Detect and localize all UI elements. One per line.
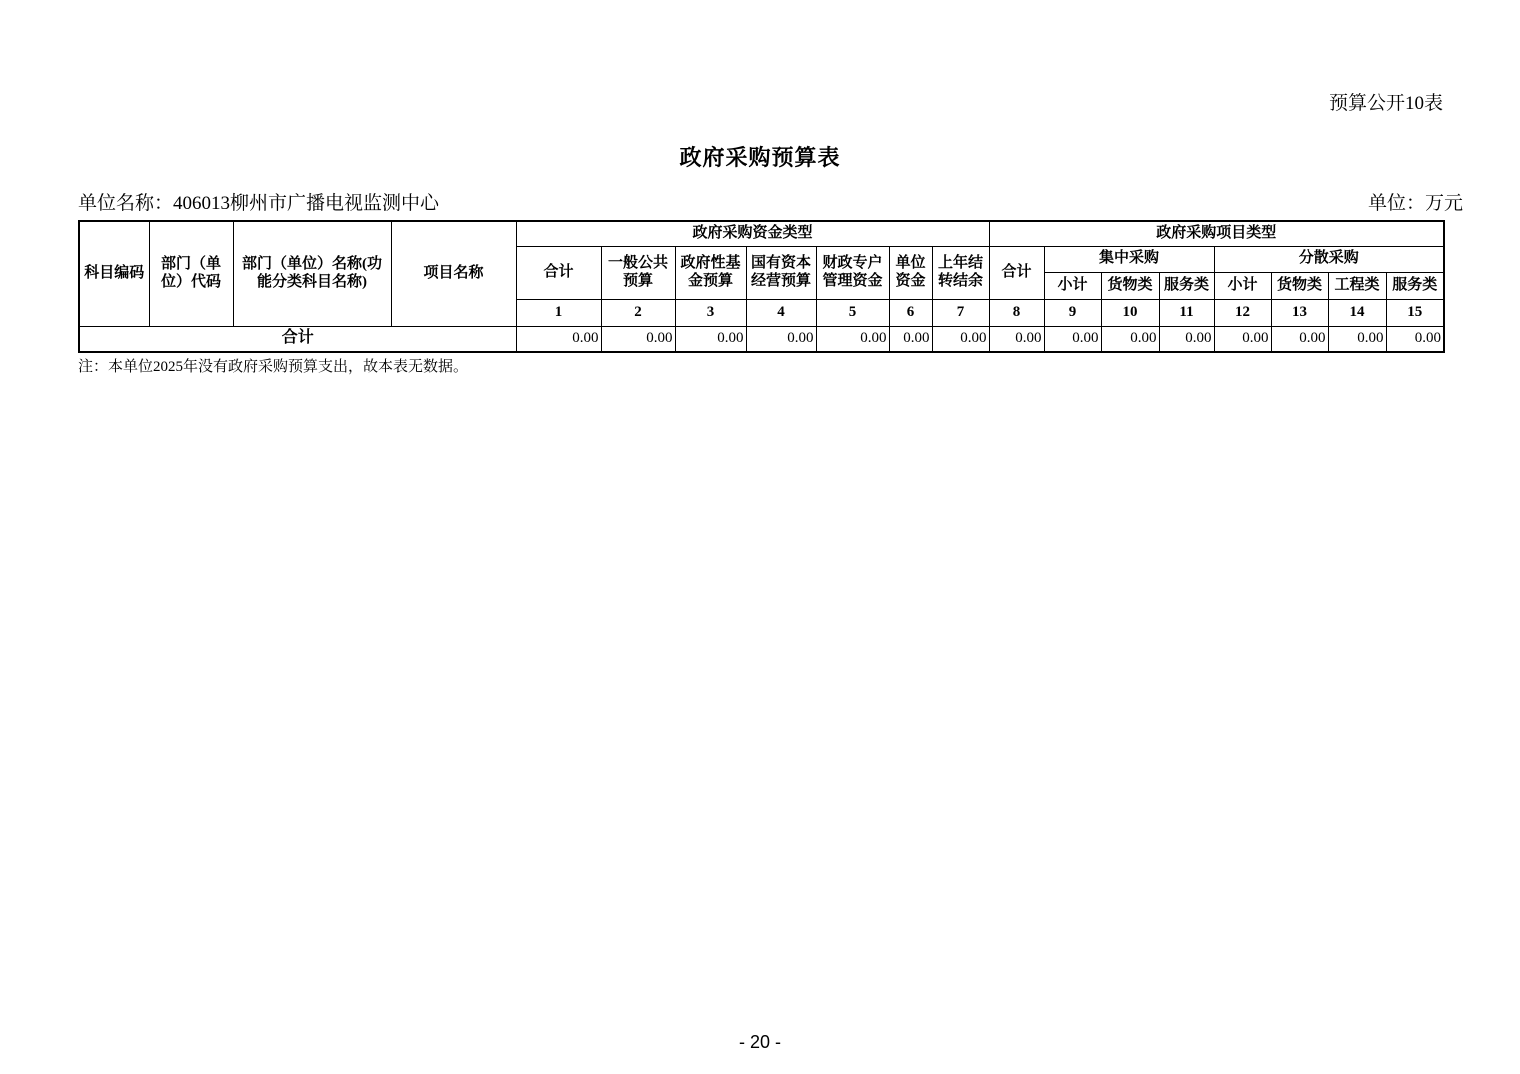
header-decentralized-subtotal: 小计 (1214, 272, 1271, 299)
table-total-row (79, 326, 1444, 352)
column-number-cell: 9 (1044, 299, 1101, 326)
column-number-cell: 6 (889, 299, 932, 326)
header-fund-total: 合计 (516, 246, 601, 299)
column-number-cell: 15 (1386, 299, 1444, 326)
header-fund-section: 政府采购资金类型 (516, 221, 989, 246)
header-centralized-subtotal: 小计 (1044, 272, 1101, 299)
column-number-cell: 8 (989, 299, 1044, 326)
total-value-cell: 0.00 (932, 326, 989, 352)
header-fund-unit-funds: 单位资金 (889, 246, 932, 299)
doc-label: 预算公开10表 (1328, 93, 1443, 114)
total-value-cell: 0.00 (675, 326, 746, 352)
total-value-cell: 0.00 (1328, 326, 1386, 352)
column-number-cell: 10 (1101, 299, 1159, 326)
column-number-cell: 13 (1271, 299, 1328, 326)
header-decentralized-works: 工程类 (1328, 272, 1386, 299)
total-value-cell: 0.00 (1101, 326, 1159, 352)
header-project-name: 项目名称 (391, 221, 516, 326)
column-number-cell: 12 (1214, 299, 1271, 326)
unit-name: 单位名称：406013柳州市广播电视监测中心 (78, 193, 440, 214)
column-number-cell: 3 (675, 299, 746, 326)
total-value-cell: 0.00 (1214, 326, 1271, 352)
column-number-cell: 2 (601, 299, 675, 326)
column-number-cell: 7 (932, 299, 989, 326)
total-value-cell: 0.00 (989, 326, 1044, 352)
total-value-cell: 0.00 (516, 326, 601, 352)
column-number-cell: 5 (816, 299, 889, 326)
header-project-section: 政府采购项目类型 (989, 221, 1444, 246)
total-value-cell: 0.00 (1159, 326, 1214, 352)
total-value-cell: 0.00 (1044, 326, 1101, 352)
page-title: 政府采购预算表 (679, 145, 841, 170)
total-value-cell: 0.00 (1386, 326, 1444, 352)
column-number-cell: 4 (746, 299, 816, 326)
total-value-cell: 0.00 (601, 326, 675, 352)
total-value-cell: 0.00 (816, 326, 889, 352)
note-text: 注：本单位2025年没有政府采购预算支出，故本表无数据。 (78, 359, 469, 375)
page-number: - 20 - (738, 1032, 781, 1052)
total-value-cell: 0.00 (889, 326, 932, 352)
header-subject-code: 科目编码 (79, 221, 149, 326)
total-value-cell: 0.00 (1271, 326, 1328, 352)
header-project-total: 合计 (989, 246, 1044, 299)
header-centralized-goods: 货物类 (1101, 272, 1159, 299)
unit-line (78, 188, 1463, 215)
header-fund-general-budget: 一般公共预算 (601, 246, 675, 299)
total-row-label: 合计 (79, 326, 516, 352)
header-fund-special-account: 财政专户管理资金 (816, 246, 889, 299)
header-dept-code: 部门（单位）代码 (149, 221, 233, 326)
header-decentralized-services: 服务类 (1386, 272, 1444, 299)
header-dept-name: 部门（单位）名称(功能分类科目名称) (233, 221, 391, 326)
header-decentralized-goods: 货物类 (1271, 272, 1328, 299)
header-centralized-services: 服务类 (1159, 272, 1214, 299)
header-decentralized: 分散采购 (1214, 246, 1444, 272)
column-number-cell: 14 (1328, 299, 1386, 326)
column-number-cell: 1 (516, 299, 601, 326)
header-fund-gov-fund-budget: 政府性基金预算 (675, 246, 746, 299)
total-value-cell: 0.00 (746, 326, 816, 352)
budget-table (78, 220, 1445, 353)
column-number-cell: 11 (1159, 299, 1214, 326)
header-centralized: 集中采购 (1044, 246, 1214, 272)
unit-measure: 单位：万元 (1367, 193, 1463, 214)
header-fund-carryover: 上年结转结余 (932, 246, 989, 299)
header-fund-state-capital: 国有资本经营预算 (746, 246, 816, 299)
